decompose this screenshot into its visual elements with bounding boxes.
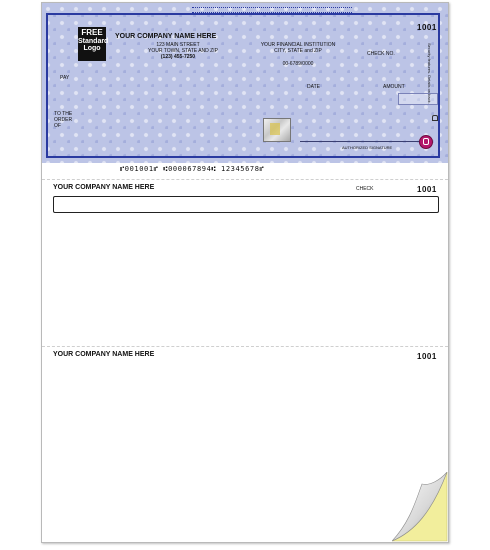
stub-company-name: YOUR COMPANY NAME HERE [53,184,155,191]
order-of-label: ORDER OF [54,117,73,129]
stub-check-number: 1001 [417,185,437,194]
check-no-label: CHECK NO. [367,51,395,57]
security-seal-icon [419,135,433,149]
routing-fraction: 00-6789/0000 [282,61,314,67]
bank-city: CITY, STATE and ZIP [274,48,322,54]
signature-label: AUTHORIZED SIGNATURE [342,145,393,150]
hologram-foil-icon [263,118,291,142]
signature-line [300,141,420,142]
amount-box [398,93,438,105]
logo-line-2: Standard [78,38,109,45]
perforation-line [42,346,448,347]
micr-line: ⑈001001⑈ ⑆000067894⑆ 12345678⑈ [120,165,265,173]
page-curl-icon [392,472,462,548]
security-features-text: Security features. Details on back. [427,43,432,104]
date-label: DATE [307,84,320,90]
pay-label: PAY [60,75,70,81]
stub-check-label: CHECK [356,186,374,192]
bank-name: YOUR FINANCIAL INSTITUTION [260,42,336,48]
perforation-line [42,179,448,180]
logo-line-3: Logo [83,45,101,52]
logo-line-1: FREE [81,28,103,37]
stub-company-name: YOUR COMPANY NAME HERE [53,351,155,358]
to-the-label: TO THE [54,111,73,117]
company-city: YOUR TOWN, STATE AND ZIP [148,48,218,54]
company-phone: (123) 455-7250 [160,54,196,60]
logo-placeholder [78,27,109,61]
company-name: YOUR COMPANY NAME HERE [115,33,217,40]
stub-memo-box [53,196,439,213]
check-sheet [41,2,449,543]
amount-label: AMOUNT [383,84,405,90]
company-street: 123 MAIN STREET [156,42,200,48]
check-number: 1001 [417,23,437,32]
check-face [42,3,448,163]
stub-check-number: 1001 [417,352,437,361]
padlock-icon [432,115,438,121]
